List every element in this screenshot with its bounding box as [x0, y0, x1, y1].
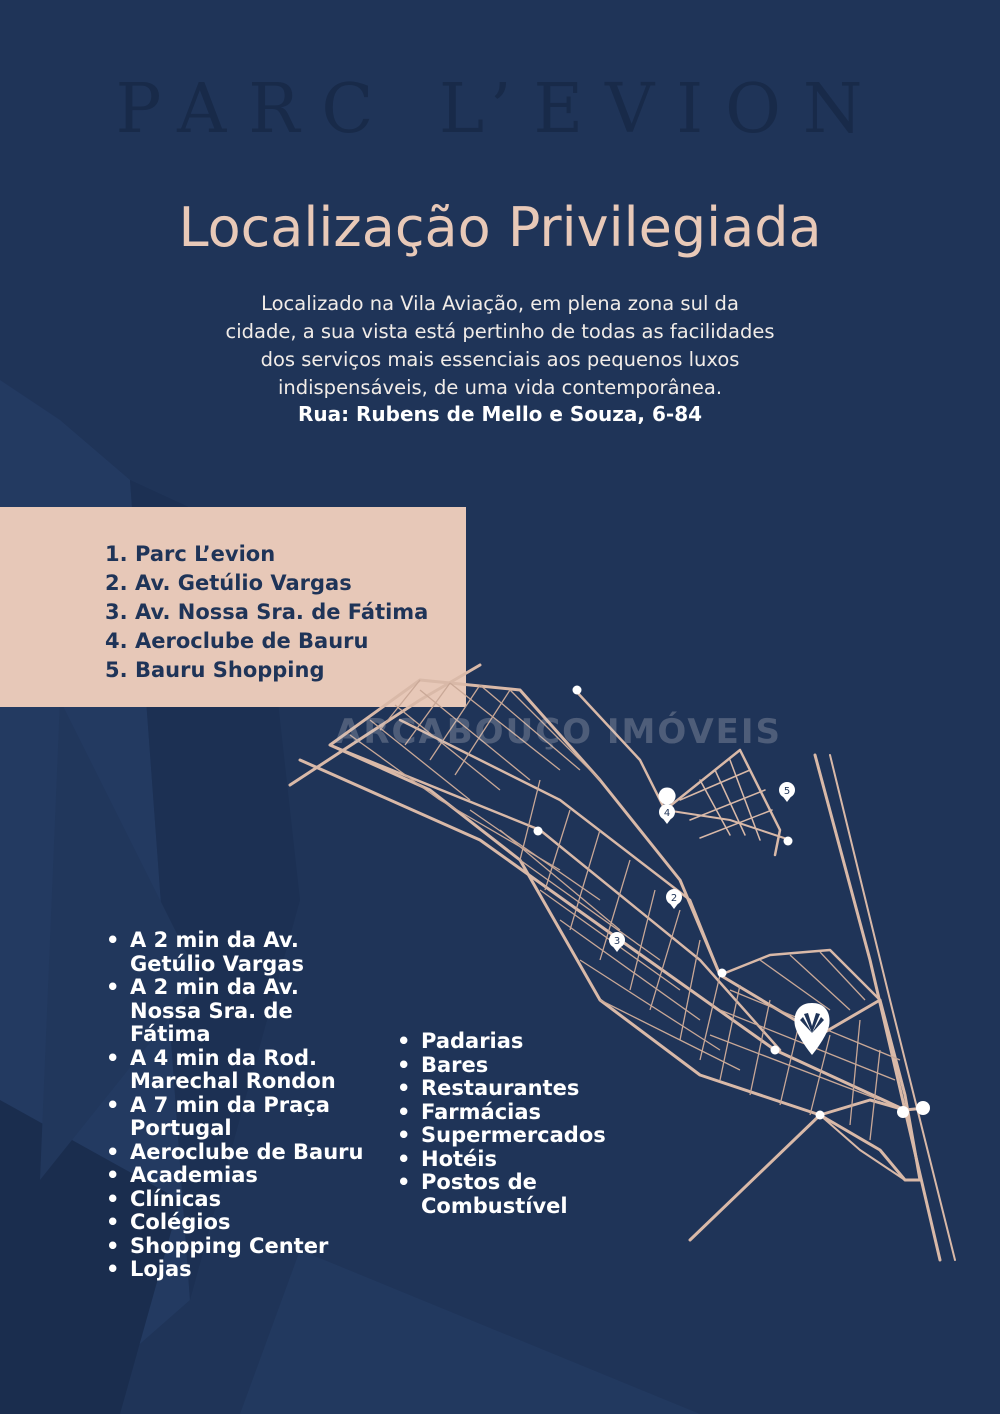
legend-label: Av. Nossa Sra. de Fátima	[135, 600, 429, 624]
legend-number: 1.	[105, 542, 128, 566]
marker-label: 2	[670, 893, 678, 904]
list-item: • Postos de Combustível	[395, 1171, 645, 1218]
list-item: • Lojas	[104, 1258, 394, 1282]
legend-number: 3.	[105, 600, 128, 624]
intro-line: dos serviços mais essenciais aos pequenos luxos	[260, 348, 740, 371]
list-item: • Colégios	[104, 1211, 394, 1235]
list-item: • Supermercados	[395, 1124, 645, 1148]
brand-name: PARC L’EVION	[115, 70, 885, 149]
watermark: ARCABOUÇO IMÓVEIS	[335, 712, 783, 752]
map-marker-5	[779, 782, 795, 802]
parc-levion-location-pin	[794, 1003, 829, 1055]
list-item: • Academias	[104, 1164, 394, 1188]
marker-label: 3	[613, 936, 621, 947]
intro-line: indispensáveis, de uma vida contemporânea.	[277, 376, 723, 399]
list-item: • Restaurantes	[395, 1077, 645, 1101]
legend-number: 2.	[105, 571, 128, 595]
marker-label: 4	[663, 808, 671, 819]
legend-label: Av. Getúlio Vargas	[135, 571, 352, 595]
map-marker-4	[659, 788, 675, 824]
list-item: • Hotéis	[395, 1148, 645, 1172]
intro-line: Localizado na Vila Aviação, em plena zona sul da	[261, 292, 739, 315]
list-item: • Bares	[395, 1054, 645, 1078]
page-title: Localização Privilegiada	[178, 196, 822, 259]
list-item: • A 2 min da Av. Nossa Sra. de Fátima	[104, 976, 394, 1047]
intro-line: cidade, a sua vista está pertinho de todas as facilidades	[225, 320, 775, 343]
legend-label: Aeroclube de Bauru	[135, 629, 369, 653]
highlights-left	[104, 929, 394, 1282]
legend-label: Parc L’evion	[135, 542, 276, 566]
list-item: • A 4 min da Rod. Marechal Rondon	[104, 1047, 394, 1094]
list-item: • Padarias	[395, 1030, 645, 1054]
list-item: • Clínicas	[104, 1188, 394, 1212]
marker-label: 5	[783, 786, 791, 797]
list-item: • Aeroclube de Bauru	[104, 1141, 394, 1165]
legend-number: 4.	[105, 629, 128, 653]
legend-number: 5.	[105, 658, 128, 682]
list-item: • A 7 min da Praça Portugal	[104, 1094, 394, 1141]
legend-label: Bauru Shopping	[135, 658, 325, 682]
list-item: • A 2 min da Av. Getúlio Vargas	[104, 929, 394, 976]
highlights-right	[395, 1030, 645, 1218]
list-item: • Farmácias	[395, 1101, 645, 1125]
address: Rua: Rubens de Mello e Souza, 6-84	[297, 402, 703, 426]
map-marker-2	[666, 889, 682, 909]
list-item: • Shopping Center	[104, 1235, 394, 1259]
